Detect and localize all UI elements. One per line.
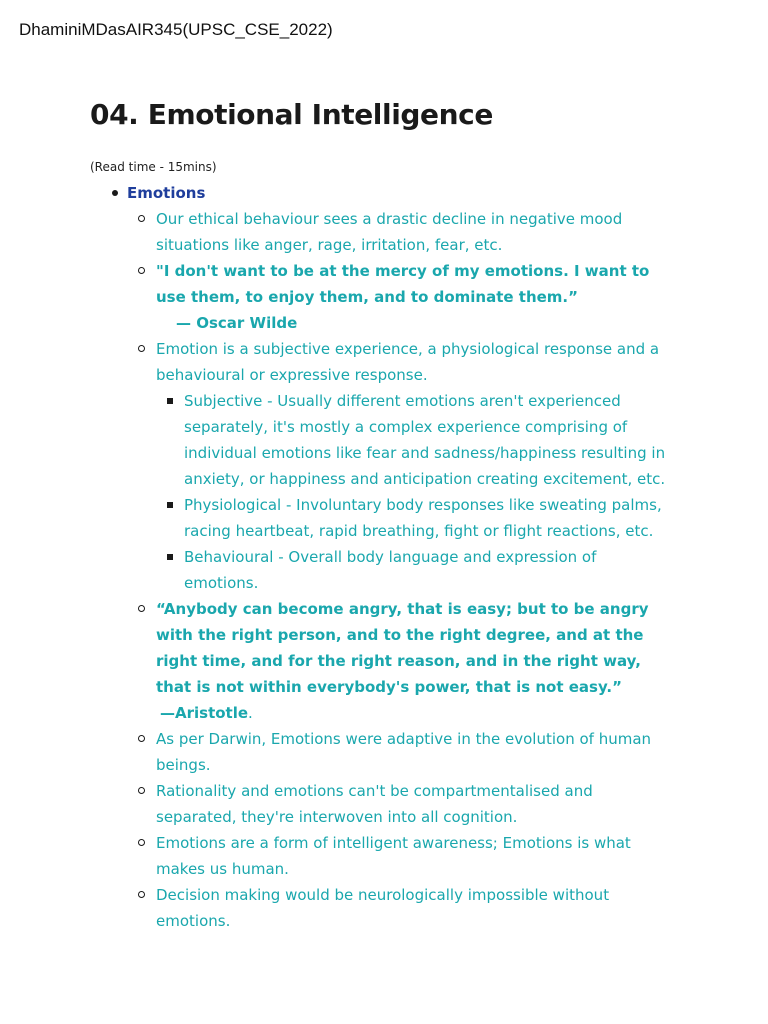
disc-bullet-icon <box>112 190 118 196</box>
document-body <box>0 180 768 934</box>
square-bullet-icon <box>167 502 173 508</box>
quote-author-line <box>156 700 676 726</box>
circle-bullet-icon <box>138 267 145 274</box>
list-item <box>127 830 676 882</box>
list-item <box>127 778 676 830</box>
list-item-quote <box>127 596 676 726</box>
circle-bullet-icon <box>138 787 145 794</box>
subitem-text: Behavioural - Overall body language and expression of emotions. <box>184 548 597 592</box>
list-item-quote <box>127 258 676 336</box>
response-types-sublist <box>156 388 676 596</box>
emotions-sublist <box>127 206 768 934</box>
item-text: As per Darwin, Emotions were adaptive in the evolution of human beings. <box>156 730 652 774</box>
quote-author: —Aristotle <box>160 704 249 722</box>
document-title: 04. Emotional Intelligence <box>90 98 493 131</box>
outline-list <box>0 180 768 934</box>
circle-bullet-icon <box>138 215 145 222</box>
circle-bullet-icon <box>138 891 145 898</box>
list-item-physiological <box>156 492 674 544</box>
quote-author-suffix: . <box>248 704 253 722</box>
subitem-text: Subjective - Usually different emotions aren't experienced separately, it's mostly a complex experience comprising of individual emotions like fear and sadness/happiness resulting in anxiety, or happiness and anticipation creating excitement, etc. <box>184 392 666 488</box>
read-time-note: (Read time - 15mins) <box>90 160 217 174</box>
item-text: Our ethical behaviour sees a drastic decline in negative mood situations like anger, rage, irritation, fear, etc. <box>156 210 623 254</box>
list-item-subjective <box>156 388 674 492</box>
item-text: Emotions are a form of intelligent awareness; Emotions is what makes us human. <box>156 834 631 878</box>
quote-author: — Oscar Wilde <box>176 314 298 332</box>
quote-text: "I don't want to be at the mercy of my emotions. I want to use them, to enjoy them, and to dominate them.” <box>156 262 650 306</box>
list-item <box>127 336 676 596</box>
quote-text: “Anybody can become angry, that is easy; but to be angry with the right person, and to the right degree, and at the right time, and for the right reason, and in the right way, that is not within everybody's power, that is not easy.” <box>156 600 649 696</box>
section-heading: Emotions <box>127 184 206 202</box>
list-item <box>127 882 676 934</box>
list-item <box>127 726 676 778</box>
item-text: Rationality and emotions can't be compartmentalised and separated, they're interwoven into all cognition. <box>156 782 593 826</box>
circle-bullet-icon <box>138 605 145 612</box>
watermark-text: DhaminiMDasAIR345(UPSC_CSE_2022) <box>19 20 333 39</box>
item-text: Emotion is a subjective experience, a physiological response and a behavioural or expressive response. <box>156 340 660 384</box>
subitem-text: Physiological - Involuntary body responses like sweating palms, racing heartbeat, rapid breathing, fight or flight reactions, etc. <box>184 496 662 540</box>
circle-bullet-icon <box>138 345 145 352</box>
list-item-behavioural <box>156 544 674 596</box>
square-bullet-icon <box>167 398 173 404</box>
item-text: Decision making would be neurologically impossible without emotions. <box>156 886 610 930</box>
list-item <box>127 206 676 258</box>
circle-bullet-icon <box>138 839 145 846</box>
list-item-emotions <box>0 180 768 934</box>
square-bullet-icon <box>167 554 173 560</box>
circle-bullet-icon <box>138 735 145 742</box>
